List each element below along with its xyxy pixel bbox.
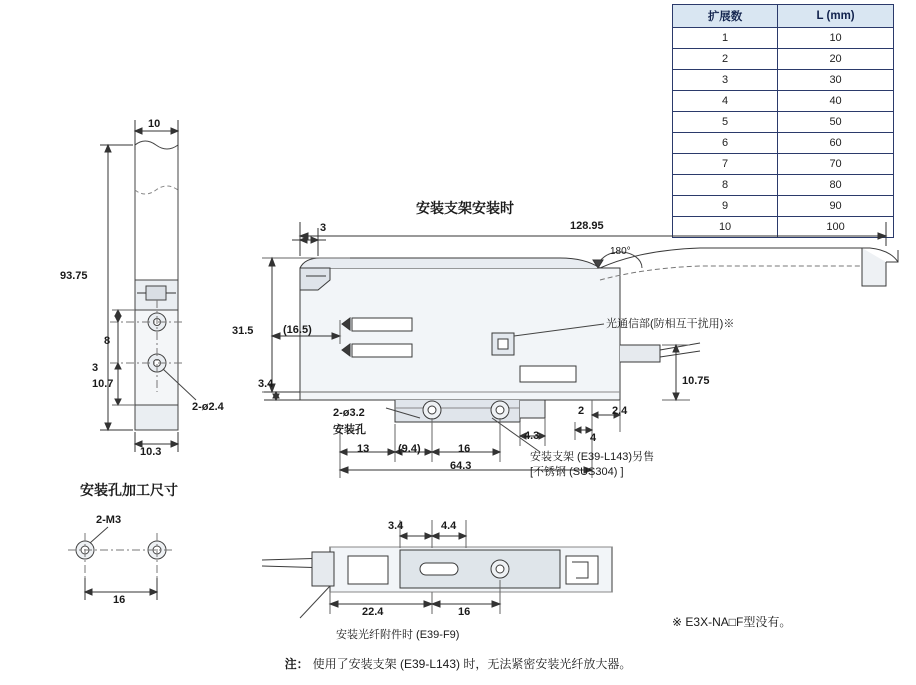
hole-machining-title: 安装孔加工尺寸 — [80, 482, 178, 498]
table-cell: 90 — [778, 196, 894, 217]
fiber-accessory-note: 安装光纤附件时 (E39-F9) — [336, 629, 460, 641]
table-cell: 3 — [673, 70, 778, 91]
table-cell: 50 — [778, 112, 894, 133]
table-cell: 80 — [778, 175, 894, 196]
table-cell: 60 — [778, 133, 894, 154]
table-header-cell: 扩展数 — [673, 5, 778, 28]
dim-left-10-7: 10.7 — [92, 378, 114, 390]
dim-main-4-3: 4.3 — [524, 430, 540, 442]
table-cell: 7 — [673, 154, 778, 175]
table-cell: 9 — [673, 196, 778, 217]
dim-left-8: 8 — [104, 335, 111, 347]
table-cell: 6 — [673, 133, 778, 154]
bottom-note — [0, 655, 916, 672]
dim-main-10-75: 10.75 — [682, 375, 710, 387]
table-cell: 20 — [778, 49, 894, 70]
dim-bottom-16: 16 — [458, 606, 471, 618]
bracket-note-1: 安装支架 (E39-L143)另售 — [530, 451, 655, 463]
hole-note-main: 2-ø3.2 — [333, 407, 365, 419]
dim-main-13: 13 — [357, 443, 370, 455]
dim-main-2-4: 2.4 — [612, 405, 628, 417]
dim-bottom-22-4: 22.4 — [362, 606, 384, 618]
dim-main-4: 4 — [590, 432, 597, 444]
dim-left-width: 10.3 — [140, 446, 162, 458]
table-cell: 5 — [673, 112, 778, 133]
table-cell: 1 — [673, 28, 778, 49]
dim-bottom-4-4: 4.4 — [441, 520, 457, 532]
table-cell: 30 — [778, 70, 894, 91]
hole-note-left-view: 2-ø2.4 — [192, 401, 224, 413]
dim-left-top-width: 10 — [148, 118, 161, 130]
dim-main-height: 31.5 — [232, 325, 254, 337]
table-cell: 10 — [673, 217, 778, 238]
dim-main-16: 16 — [458, 443, 471, 455]
dim-main-16-5: (16.5) — [283, 324, 312, 336]
note-label: 注： — [284, 657, 309, 671]
dim-main-3: 3 — [320, 222, 327, 234]
footnote-star: ※ E3X-NA□F型没有。 — [672, 615, 792, 629]
bracket-note-2: [不锈钢 (SUS304) ] — [530, 466, 624, 478]
table-cell: 100 — [778, 217, 894, 238]
table-cell: 2 — [673, 49, 778, 70]
angle-180-label: 180° — [610, 246, 631, 257]
dim-main-2: 2 — [578, 405, 585, 417]
note-text: 使用了安装支架 (E39-L143) 时，无法紧密安装光纤放大器。 — [312, 657, 632, 671]
hole-note-main-2: 安装孔 — [333, 424, 366, 436]
bracket-mount-title: 安装支架安装时 — [416, 200, 514, 216]
dim-main-9-4: (9.4) — [398, 443, 421, 455]
table-cell: 70 — [778, 154, 894, 175]
table-cell: 40 — [778, 91, 894, 112]
thread-note: 2-M3 — [96, 514, 122, 526]
table-cell: 4 — [673, 91, 778, 112]
dim-main-3-4: 3.4 — [258, 378, 274, 390]
dim-left-3: 3 — [92, 362, 99, 374]
table-cell: 10 — [778, 28, 894, 49]
dim-main-total-length: 128.95 — [570, 220, 604, 232]
dim-main-64-3: 64.3 — [450, 460, 472, 472]
comm-port-note: 光通信部(防相互干扰用)※ — [606, 318, 735, 330]
table-header-cell: L (mm) — [778, 5, 894, 28]
table-cell: 8 — [673, 175, 778, 196]
dim-hole-pitch: 16 — [113, 594, 126, 606]
dim-left-height: 93.75 — [60, 270, 88, 282]
dim-bottom-3-4: 3.4 — [388, 520, 404, 532]
